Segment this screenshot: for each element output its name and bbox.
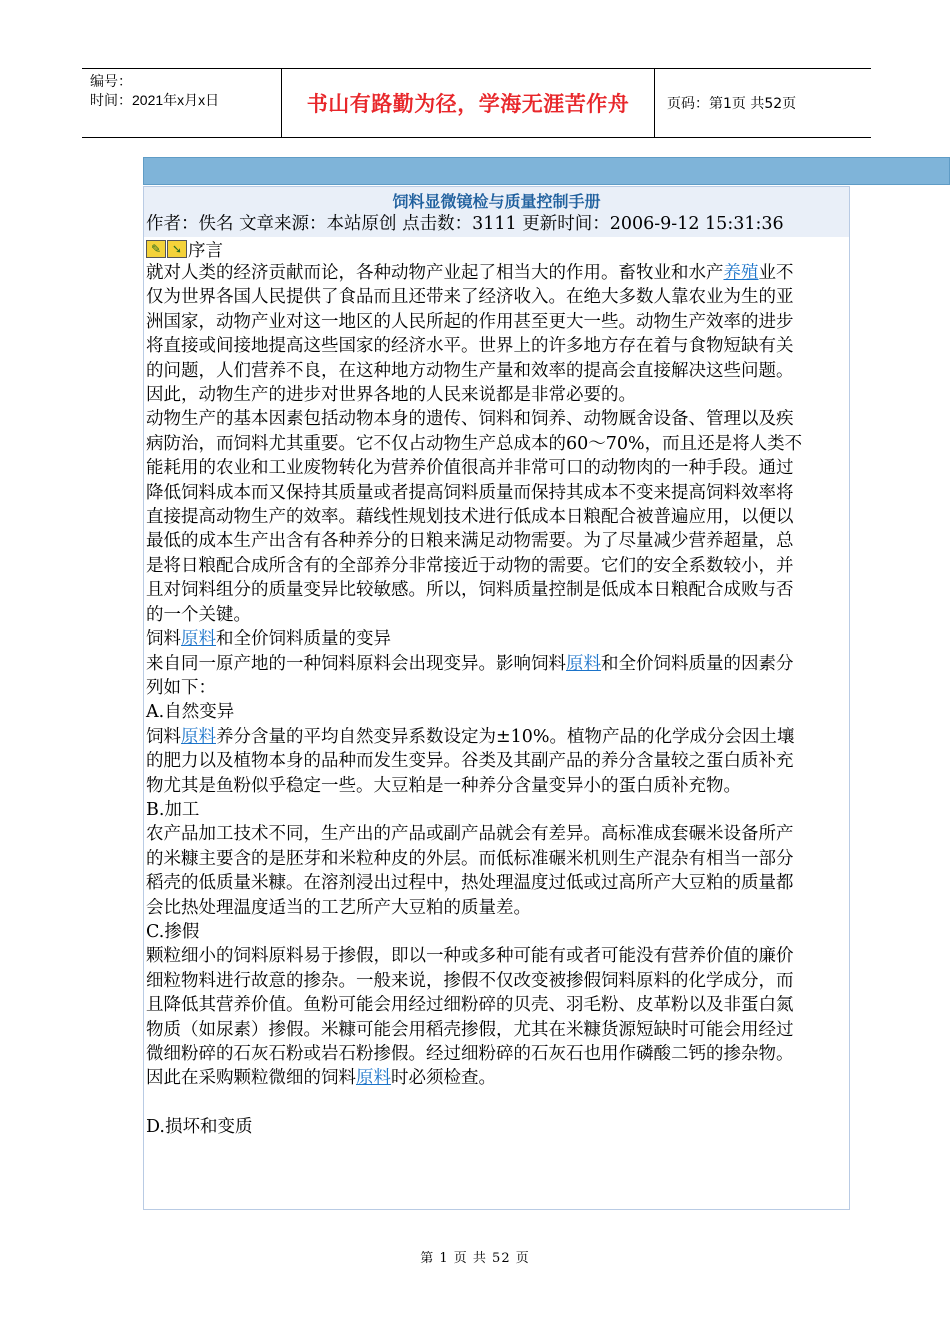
- paragraph-text: 业不仅为世界各国人民提供了食品而且还带来了经济收入。在绝大多数人靠农业为生的亚洲国家，动物产业对这一地区的人民所起的作用甚至更大一些。动物生产效率的进步将直接或间接地提高这些国家的经济水平。世界上的许多地方存在着与食物短缺有关的问题，人们营养不良，在这种地方动物生产量和效率的提高会直接解决这些问题。因此，动物生产的进步对世界各地的人民来说都是非常必要的。: [146, 263, 794, 406]
- header-info-cell: [82, 69, 281, 137]
- material-link[interactable]: 原料: [356, 1068, 391, 1089]
- paragraph: [146, 652, 804, 701]
- document-time-label: 时间：2021年x月x日: [90, 92, 220, 108]
- paragraph: 农产品加工技术不同，生产出的产品或副产品就会有差异。高标准成套碾米设备所产的米糠主要含的是胚芽和米粒种皮的外层。而低标准碾米机则生产混杂有相当一部分稻壳的低质量米糠。在溶剂浸出过程中，热处理温度过低或过高所产大豆粕的质量都会比热处理温度适当的工艺所产大豆粕的质量差。: [146, 824, 794, 918]
- paragraph-text: 时必须检查。: [391, 1068, 496, 1089]
- header-page-cell: [655, 69, 871, 137]
- blue-banner-bar: [143, 157, 950, 185]
- document-header: [82, 68, 871, 138]
- paragraph-text: 养分含量的平均自然变异系数设定为±10%。植物产品的化学成分会因土壤的肥力以及植物本身的品种而发生变异。谷类及其副产品的养分含量较之蛋白质补充物尤其是鱼粉似乎稳定一些。大豆粕是一种养分含量变异小的蛋白质补充物。: [146, 726, 795, 796]
- paragraph-gap: [146, 1091, 804, 1115]
- section-heading: C.掺假: [146, 921, 200, 942]
- header-page-number: 页码：第1页 共52页: [667, 96, 797, 112]
- document-number-label: 编号：: [90, 73, 132, 89]
- heading-text: 饲料: [146, 629, 181, 650]
- paragraph-text: 和全价饲料质量的因素分列如下：: [146, 653, 794, 698]
- section-heading: B.加工: [146, 799, 200, 820]
- section-heading: D.损坏和变质: [146, 1116, 253, 1137]
- paragraph-text: 就对人类的经济贡献而论，各种动物产业起了相当大的作用。畜牧业和水产: [146, 263, 724, 283]
- section-heading: [146, 627, 804, 651]
- breeding-link[interactable]: 养殖: [723, 263, 759, 283]
- article-body: [144, 261, 849, 1139]
- paragraph-text: 颗粒细小的饲料原料易于掺假，即以一种或多种可能有或者可能没有营养价值的廉价细粒物料进行故意的掺杂。一般来说，掺假不仅改变被掺假饲料原料的化学成分，而且降低其营养价值。鱼粉可能会用经过细粉碎的贝壳、羽毛粉、皮革粉以及非蛋白氮物质（如尿素）掺假。米糠可能会用稻壳掺假，尤其在米糠货源短缺时可能会用经过微细粉碎的石灰石粉或岩石粉掺假。经过细粉碎的石灰石也用作磷酸二钙的掺杂物。因此在采购颗粒微细的饲料: [146, 946, 794, 1089]
- header-motto-cell: [281, 69, 655, 137]
- paragraph: 动物生产的基本因素包括动物本身的遗传、饲料和饲养、动物厩舍设备、管理以及疾病防治，而饲料尤其重要。它不仅占动物生产总成本的60～70%，而且还是将人类不能耗用的农业和工业废物转化为营养价值很高并非常可口的动物肉的一种手段。通过降低饲料成本而又保持其质量或者提高饲料质量而保持其成本不变来提高饲料效率将直接提高动物生产的效率。藉线性规划技术进行低成本日粮配合被普遍应用，以便以最低的成本生产出含有各种养分的日粮来满足动物需要。为了尽量减少营养超量，总是将日粮配合成所含有的全部养分非常接近于动物的需要。它们的安全系数较小，并且对饲料组分的质量变异比较敏感。所以，饲料质量控制是低成本日粮配合成败与否的一个关键。: [146, 409, 803, 625]
- section-heading: A.自然变异: [146, 702, 235, 723]
- edit-icon: ✎: [146, 240, 166, 258]
- material-link[interactable]: 原料: [566, 653, 601, 674]
- article-title-block: [144, 187, 849, 237]
- material-link[interactable]: 原料: [181, 726, 216, 747]
- article-title: 饲料显微镜检与质量控制手册: [392, 192, 601, 211]
- preface-label: 序言: [188, 240, 223, 261]
- arrow-icon: ➘: [167, 240, 187, 258]
- preface-heading: [144, 237, 849, 261]
- paragraph-text: 来自同一原产地的一种饲料原料会出现变异。影响饲料: [146, 653, 566, 674]
- material-link[interactable]: 原料: [181, 629, 216, 650]
- header-motto: 书山有路勤为径，学海无涯苦作舟: [306, 92, 630, 116]
- heading-text: 和全价饲料质量的变异: [216, 629, 391, 650]
- paragraph-text: 饲料: [146, 726, 181, 747]
- article-meta: 作者：佚名 文章来源：本站原创 点击数：3111 更新时间：2006-9-12 15:31:36: [146, 214, 784, 234]
- paragraph: [146, 261, 804, 407]
- paragraph: [146, 725, 804, 798]
- paragraph: [146, 944, 804, 1090]
- page-footer: 第 1 页 共 52 页: [420, 1251, 530, 1266]
- article-frame: [143, 186, 850, 1210]
